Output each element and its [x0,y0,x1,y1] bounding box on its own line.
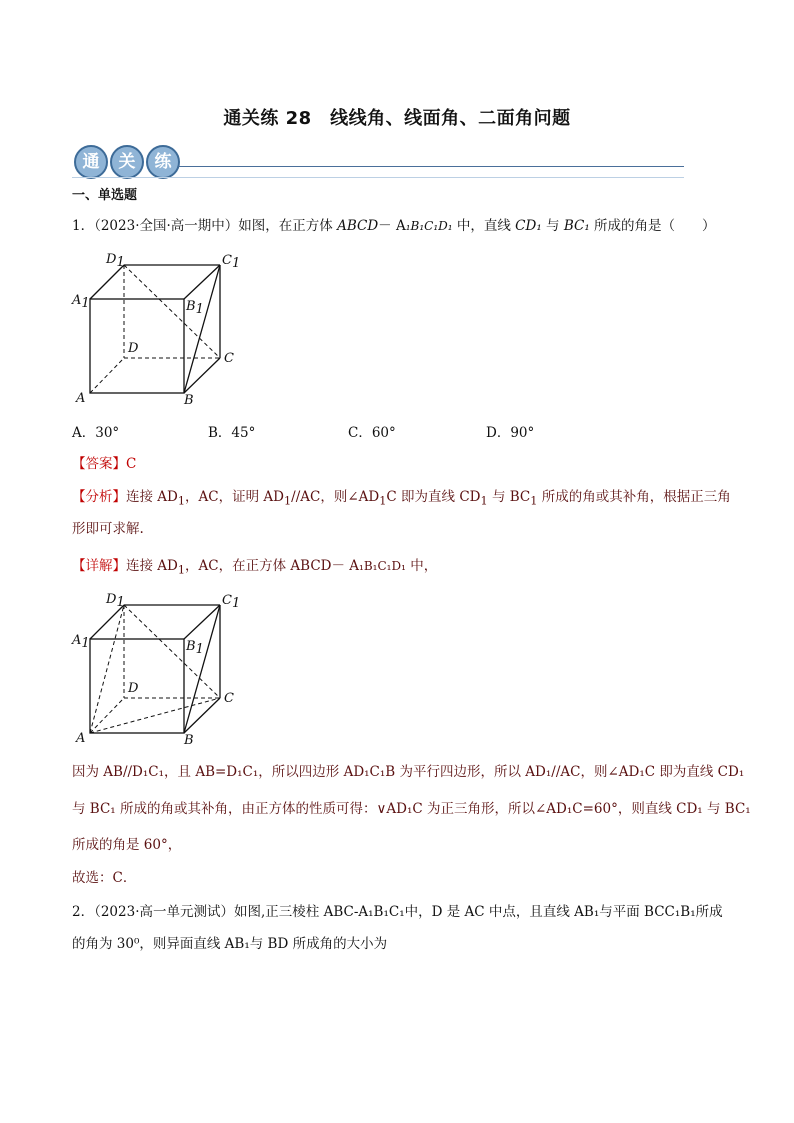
logo-rule [178,166,684,167]
logo-underline [72,177,684,178]
page-title: 通关练 28 线线角、线面角、二面角问题 [223,108,571,129]
q2-line-2: 的角为 30⁰，则异面直线 AB₁与 BD 所成角的大小为 [72,936,388,952]
label2-A: A [76,731,86,746]
label2-C: C [224,691,234,706]
logo-char-3: 练 [146,145,180,179]
conclusion-line: 故选：C． [72,870,137,886]
proof-line-2: 与 BC₁ 所成的角或其补角，由正方体的性质可得：∨AD₁C 为正三角形，所以∠AD₁C=60°，则直线 CD₁ 与 BC₁ [72,801,751,817]
answer-value: C [126,456,137,472]
proof-line-1: 因为 AB//D₁C₁，且 AB=D₁C₁，所以四边形 AD₁C₁B 为平行四边形，所以 AD₁//AC，则∠AD₁C 即为直线 CD₁ [72,764,745,780]
label-B1: B1 [186,299,204,317]
cube-figure-1 [66,248,256,410]
label2-C1: C1 [222,593,241,611]
option-c: C．60° [348,425,396,441]
detail-line: 【详解】连接 $AD_1$，AC，在正方体 ABCD－ A₁B₁C₁D₁ 中， [72,558,438,577]
label-B: B [184,393,194,408]
label-D1: D1 [106,252,125,270]
logo-char-1: 通 [74,145,108,179]
label2-B: B [184,733,194,748]
label2-D: D [128,681,139,696]
answer-tag: 【答案】 [72,456,126,472]
analysis-line-1: 【分析】连接 $AD_1$，AC，证明 $AD_1//AC$，则$\angle AD_1C$ 即为直线 $CD_1$ 与 $BC_1$ 所成的角或其补角，根据正三角 [72,489,731,508]
cube-figure-2 [66,588,256,750]
option-d: D．90° [486,425,535,441]
analysis-line-2: 形即可求解. [72,521,144,537]
q2-line-1: 2．（2023·高一单元测试）如图,正三棱柱 ABC-A₁B₁C₁中，D 是 AC 中点，且直线 AB₁与平面 BCC₁B₁所成 [72,904,723,920]
option-b: B．45° [208,425,256,441]
logo-char-2: 关 [110,145,144,179]
proof-line-3: 所成的角是 60°， [72,837,182,853]
label-C: C [224,351,234,366]
q1-stem: 1．（2023·全国·高一期中）如图，在正方体 ABCD－ A₁B₁C₁D₁ 中，直线 CD₁ 与 BC₁ 所成的角是（ ） [72,218,716,234]
label2-A1: A1 [72,633,90,651]
answer-line [72,452,136,472]
option-a: A．30° [72,425,120,441]
label-C1: C1 [222,253,241,271]
label-A: A [76,391,86,406]
label-A1: A1 [72,293,90,311]
label2-B1: B1 [186,639,204,657]
label2-D1: D1 [106,592,125,610]
label-D: D [128,341,139,356]
section-logo [72,145,684,181]
section-heading: 一、单选题 [72,188,138,203]
